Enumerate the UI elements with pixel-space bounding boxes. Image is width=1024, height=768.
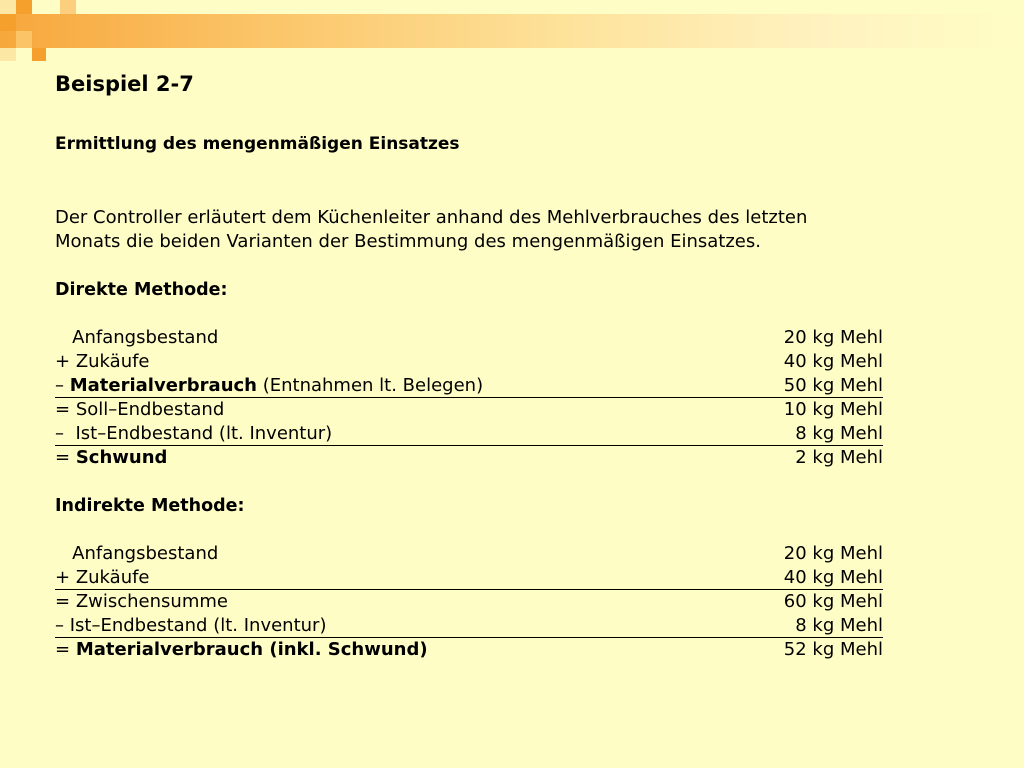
row-label: = Soll–Endbestand — [55, 399, 225, 420]
row-value: 20 kg Mehl — [783, 543, 883, 564]
row-value: 40 kg Mehl — [783, 351, 883, 372]
row-value: 2 kg Mehl — [783, 447, 883, 468]
decor-square — [32, 48, 46, 61]
decor-square — [0, 14, 16, 31]
table-row — [55, 446, 883, 470]
row-label: = Schwund — [55, 447, 168, 468]
row-value: 50 kg Mehl — [783, 375, 883, 396]
row-label: Anfangsbestand — [72, 543, 219, 564]
row-label: + Zukäufe — [55, 567, 150, 588]
direct-method-table — [55, 326, 883, 470]
table-row — [55, 422, 883, 446]
row-label: – Materialverbrauch (Entnahmen lt. Belegen) — [55, 375, 484, 396]
decor-square — [16, 31, 32, 48]
row-label: + Zukäufe — [55, 351, 150, 372]
row-label: – Ist–Endbestand (lt. Inventur) — [55, 423, 333, 444]
table-row — [55, 638, 883, 662]
row-label: = Materialverbrauch (inkl. Schwund) — [55, 639, 428, 660]
row-value: 10 kg Mehl — [783, 399, 883, 420]
page-title: Beispiel 2-7 — [55, 72, 194, 96]
decor-square — [60, 0, 76, 14]
row-value: 20 kg Mehl — [783, 327, 883, 348]
table-row — [55, 614, 883, 638]
row-value: 8 kg Mehl — [783, 423, 883, 444]
table-row — [55, 350, 883, 374]
table-row — [55, 542, 883, 566]
table-row — [55, 374, 883, 398]
row-label: = Zwischensumme — [55, 591, 228, 612]
table-row — [55, 566, 883, 590]
header-band — [0, 14, 1024, 48]
subtitle: Ermittlung des mengenmäßigen Einsatzes — [55, 134, 460, 154]
table-row — [55, 398, 883, 422]
table-row — [55, 590, 883, 614]
row-value: 40 kg Mehl — [783, 567, 883, 588]
slide-content — [55, 68, 885, 662]
row-label: Anfangsbestand — [72, 327, 219, 348]
intro-paragraph — [55, 206, 885, 254]
intro-line: Monats die beiden Varianten der Bestimmung des mengenmäßigen Einsatzes. — [55, 231, 761, 252]
intro-line: Der Controller erläutert dem Küchenleiter anhand des Mehlverbrauches des letzten — [55, 207, 808, 228]
indirect-method-heading: Indirekte Methode: — [55, 496, 245, 516]
row-value: 8 kg Mehl — [783, 615, 883, 636]
row-label: – Ist–Endbestand (lt. Inventur) — [55, 615, 327, 636]
indirect-method-table — [55, 542, 883, 662]
row-value: 60 kg Mehl — [783, 591, 883, 612]
decor-square — [0, 48, 16, 61]
table-row — [55, 326, 883, 350]
row-value: 52 kg Mehl — [783, 639, 883, 660]
decor-square — [0, 0, 16, 14]
decor-square — [16, 0, 32, 14]
direct-method-heading: Direkte Methode: — [55, 280, 228, 300]
